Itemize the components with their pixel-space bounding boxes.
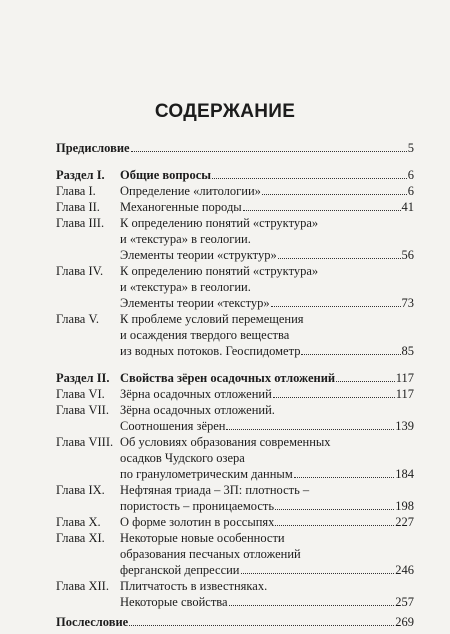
toc-label: Глава IX.	[56, 483, 105, 497]
toc-entry-afterword[interactable]	[56, 614, 414, 630]
toc-entry-text: К определению понятий «структура»	[120, 264, 319, 278]
toc-entry-chapter-3[interactable]	[56, 215, 414, 231]
toc-entry-text: Плитчатость в известняках.	[120, 579, 268, 593]
leader-dots	[262, 183, 407, 195]
toc-page-number: 198	[395, 499, 414, 513]
toc-page-number: 117	[395, 371, 414, 385]
leader-dots	[243, 199, 401, 211]
toc-entry-chapter-5-line-2	[56, 327, 414, 343]
toc-label: Глава VI.	[56, 387, 105, 401]
toc-entry-text: Некоторые новые особенности	[120, 531, 285, 545]
toc-entry-text: по гранулометрическим данным	[120, 467, 293, 481]
toc-label: Глава XI.	[56, 531, 105, 545]
toc-entry-chapter-10[interactable]	[56, 514, 414, 530]
toc-page-number: 117	[395, 387, 414, 401]
toc-label: Раздел II.	[56, 371, 110, 385]
leader-dots	[226, 418, 394, 430]
leader-dots	[294, 466, 395, 478]
leader-dots	[131, 140, 407, 152]
toc-label: Глава VII.	[56, 403, 109, 417]
leader-dots	[241, 562, 395, 574]
toc-entry-chapter-11-line-2	[56, 546, 414, 562]
toc-label: Глава I.	[56, 184, 96, 198]
leader-dots	[129, 614, 394, 626]
toc-entry-text: Соотношения зёрен	[120, 419, 226, 433]
toc-page-number: 139	[395, 419, 414, 433]
toc-page-number: 184	[395, 467, 414, 481]
toc-page-number: 269	[395, 615, 414, 629]
toc-entry-chapter-11-line-3	[56, 562, 414, 578]
toc-entry-text: Определение «литологии»	[120, 184, 261, 198]
toc-page-number: 6	[407, 168, 414, 182]
toc-entry-text: К проблеме условий перемещения	[120, 312, 304, 326]
toc-label: Глава X.	[56, 515, 101, 529]
leader-dots	[271, 295, 401, 307]
toc-page-number: 85	[401, 344, 414, 358]
toc-label: Глава V.	[56, 312, 100, 326]
toc-entry-section-1[interactable]	[56, 167, 414, 183]
toc-entry-chapter-4[interactable]	[56, 263, 414, 279]
toc-entry-chapter-2[interactable]	[56, 199, 414, 215]
toc-entry-chapter-11[interactable]	[56, 530, 414, 546]
toc-entry-text: образования песчаных отложений	[120, 547, 301, 561]
toc-entry-chapter-3-line-3	[56, 247, 414, 263]
leader-dots	[301, 343, 400, 355]
page-title: СОДЕРЖАНИЕ	[154, 101, 296, 122]
toc-label: Раздел I.	[56, 168, 105, 182]
toc-entry-text: Об условиях образования современных	[120, 435, 331, 449]
leader-dots	[275, 514, 394, 526]
toc-entry-text: Элементы теории «текстур»	[120, 296, 270, 310]
toc-entry-chapter-8[interactable]	[56, 434, 414, 450]
toc-entry-text: О форме золотин в россыпях	[120, 515, 275, 529]
toc-entry-text: и «текстура» в геологии.	[120, 280, 251, 294]
toc-entry-text: Некоторые свойства	[120, 595, 228, 609]
toc-entry-chapter-9-line-2	[56, 498, 414, 514]
leader-dots	[336, 370, 395, 382]
toc-entry-chapter-5[interactable]	[56, 311, 414, 327]
toc-label: Глава VIII.	[56, 435, 114, 449]
toc-entry-text: Элементы теории «структур»	[120, 248, 277, 262]
leader-dots	[275, 498, 394, 510]
toc-entry-chapter-5-line-3	[56, 343, 414, 359]
toc-entry-chapter-7[interactable]	[56, 402, 414, 418]
leader-dots	[229, 594, 395, 606]
toc-entry-chapter-1[interactable]	[56, 183, 414, 199]
leader-dots	[212, 167, 407, 179]
toc-page-number: 227	[395, 515, 414, 529]
toc-entry-chapter-3-line-2	[56, 231, 414, 247]
toc-entry-text: Общие вопросы	[120, 168, 212, 182]
toc-entry-chapter-6[interactable]	[56, 386, 414, 402]
toc-label: Глава II.	[56, 200, 100, 214]
toc-label: Глава III.	[56, 216, 105, 230]
toc-entry-chapter-7-line-2	[56, 418, 414, 434]
toc-label: Глава XII.	[56, 579, 109, 593]
toc-entry-chapter-12[interactable]	[56, 578, 414, 594]
toc-entry-text: и «текстура» в геологии.	[120, 232, 251, 246]
toc-entry-text: Зёрна осадочных отложений	[120, 387, 272, 401]
toc-entry-chapter-4-line-2	[56, 279, 414, 295]
leader-dots	[273, 386, 395, 398]
toc-page-number: 56	[401, 248, 414, 262]
toc-page-number: 73	[401, 296, 414, 310]
toc-page-number: 257	[395, 595, 414, 609]
toc-entry-text: из водных потоков. Геоспидометр	[120, 344, 301, 358]
toc-entry-chapter-4-line-3	[56, 295, 414, 311]
toc-entry-text: Свойства зёрен осадочных отложений	[120, 371, 336, 385]
toc-entry-text: ферганской депрессии	[120, 563, 240, 577]
toc-entry-chapter-8-line-2	[56, 450, 414, 466]
toc-entry-text: Послесловие	[56, 615, 129, 629]
toc-entry-text: пористость – проницаемость	[120, 499, 275, 513]
toc-entry-chapter-8-line-3	[56, 466, 414, 482]
toc-entry-chapter-12-line-2	[56, 594, 414, 610]
toc-label: Глава IV.	[56, 264, 104, 278]
toc-page-number: 41	[401, 200, 414, 214]
toc-entry-text: К определению понятий «структура»	[120, 216, 319, 230]
toc-page-number: 5	[407, 141, 414, 155]
toc-page-number: 246	[395, 563, 414, 577]
toc-entry-chapter-9[interactable]	[56, 482, 414, 498]
toc-entry-section-2[interactable]	[56, 370, 414, 386]
toc-entry-text: осадков Чудского озера	[120, 451, 245, 465]
toc-entry-text: Предисловие	[56, 141, 130, 155]
toc-entry-text: Зёрна осадочных отложений.	[120, 403, 275, 417]
toc-entry-preface[interactable]	[56, 140, 414, 156]
leader-dots	[278, 247, 401, 259]
toc-entry-text: Механогенные породы	[120, 200, 242, 214]
toc-entry-text: и осаждения твердого вещества	[120, 328, 290, 342]
toc-entry-text: Нефтяная триада – 3П: плотность –	[120, 483, 310, 497]
toc-page-number: 6	[407, 184, 414, 198]
